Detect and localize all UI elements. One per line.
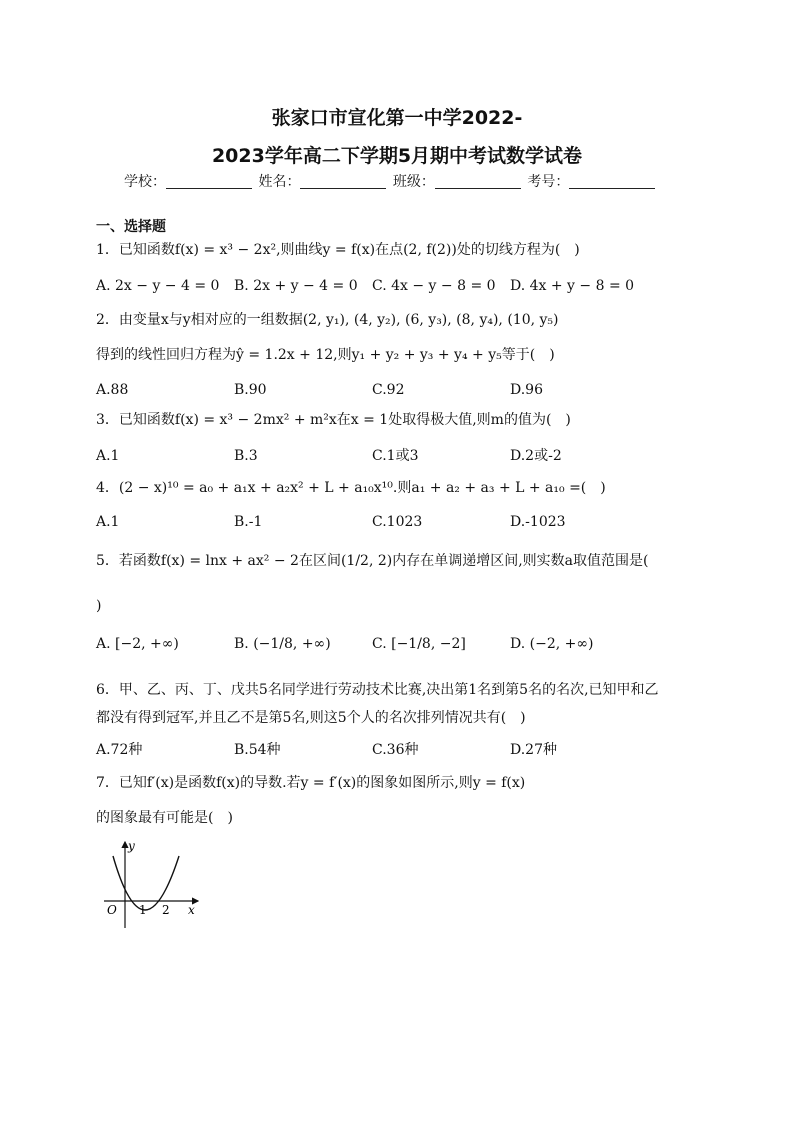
question-6-stem-cont: 都没有得到冠军,并且乙不是第5名,则这5个人的名次排列情况共有( ) bbox=[96, 710, 526, 726]
derivative-graph bbox=[100, 838, 202, 932]
school-blank[interactable] bbox=[166, 174, 252, 189]
option-d: D.27种 bbox=[510, 742, 557, 758]
question-1-stem: 1．已知函数f(x) = x³ − 2x²,则曲线y = f(x)在点(2, f(2))处的切线方程为( ) bbox=[96, 242, 580, 258]
y-axis-label: y bbox=[128, 839, 135, 853]
option-b: B.90 bbox=[234, 382, 267, 398]
question-4-stem: 4．(2 − x)¹⁰ = a₀ + a₁x + a₂x² + L + a₁₀x¹⁰.则a₁ + a₂ + a₃ + L + a₁₀ =( ) bbox=[96, 480, 606, 496]
section-title: 一、选择题 bbox=[96, 219, 166, 235]
question-2-stem-cont: 得到的线性回归方程为ŷ = 1.2x + 12,则y₁ + y₂ + y₃ + y₄ + y₅等于( ) bbox=[96, 347, 555, 363]
exam-title-line1: 张家口市宣化第一中学2022- bbox=[271, 107, 523, 129]
option-a: A.1 bbox=[96, 448, 120, 464]
student-info-row bbox=[124, 171, 657, 191]
exam-number-blank[interactable] bbox=[569, 174, 655, 189]
parabola-curve bbox=[113, 856, 179, 910]
option-d: D.96 bbox=[510, 382, 543, 398]
question-5-stem-cont: ) bbox=[96, 598, 102, 614]
option-b: B.3 bbox=[234, 448, 258, 464]
question-7-stem-cont: 的图象最有可能是( ) bbox=[96, 810, 233, 826]
option-c: C.1023 bbox=[372, 514, 423, 530]
option-c: C. [−1/8, −2] bbox=[372, 636, 466, 652]
question-4-options bbox=[96, 512, 716, 532]
question-3-options bbox=[96, 446, 716, 466]
option-a: A.72种 bbox=[96, 742, 143, 758]
question-5-stem: 5．若函数f(x) = lnx + ax² − 2在区间(1/2, 2)内存在单调递增区间,则实数a取值范围是( bbox=[96, 553, 649, 569]
school-label: 学校： bbox=[124, 174, 166, 190]
question-6-options bbox=[96, 740, 716, 760]
option-a: A.88 bbox=[96, 382, 129, 398]
question-3-stem: 3．已知函数f(x) = x³ − 2mx² + m²x在x = 1处取得极大值,则m的值为( ) bbox=[96, 412, 571, 428]
x-axis-label: x bbox=[188, 903, 195, 917]
exam-title-line2: 2023学年高二下学期5月期中考试数学试卷 bbox=[211, 145, 583, 167]
question-7-stem: 7．已知f′(x)是函数f(x)的导数.若y = f′(x)的图象如图所示,则y = f(x) bbox=[96, 775, 526, 791]
option-d: D.-1023 bbox=[510, 514, 566, 530]
option-a: A.1 bbox=[96, 514, 120, 530]
option-b: B. (−1/8, +∞) bbox=[234, 636, 331, 652]
class-label: 班级： bbox=[392, 174, 435, 190]
tick-label-2: 2 bbox=[162, 903, 170, 917]
exam-number-label: 考号： bbox=[527, 174, 570, 190]
option-d: D. (−2, +∞) bbox=[510, 636, 594, 652]
class-blank[interactable] bbox=[435, 174, 521, 189]
option-c: C.92 bbox=[372, 382, 405, 398]
option-b: B.-1 bbox=[234, 514, 263, 530]
option-a: A. [−2, +∞) bbox=[96, 636, 179, 652]
option-d: D. 4x + y − 8 = 0 bbox=[510, 278, 635, 294]
tick-label-1: 1 bbox=[139, 903, 147, 917]
name-blank[interactable] bbox=[300, 174, 386, 189]
question-1-options bbox=[96, 276, 716, 296]
question-2-options bbox=[96, 380, 716, 400]
option-a: A. 2x − y − 4 = 0 bbox=[96, 278, 220, 294]
name-label: 姓名： bbox=[258, 174, 301, 190]
origin-label: O bbox=[107, 903, 117, 917]
question-2-stem: 2．由变量x与y相对应的一组数据(2, y₁), (4, y₂), (6, y₃), (8, y₄), (10, y₅) bbox=[96, 312, 559, 328]
option-c: C.1或3 bbox=[372, 448, 419, 464]
option-c: C. 4x − y − 8 = 0 bbox=[372, 278, 496, 294]
option-c: C.36种 bbox=[372, 742, 419, 758]
question-6-stem: 6．甲、乙、丙、丁、戊共5名同学进行劳动技术比赛,决出第1名到第5名的名次,已知甲和乙 bbox=[96, 682, 659, 698]
option-b: B. 2x + y − 4 = 0 bbox=[234, 278, 358, 294]
question-5-options bbox=[96, 634, 716, 654]
option-d: D.2或-2 bbox=[510, 448, 562, 464]
option-b: B.54种 bbox=[234, 742, 281, 758]
